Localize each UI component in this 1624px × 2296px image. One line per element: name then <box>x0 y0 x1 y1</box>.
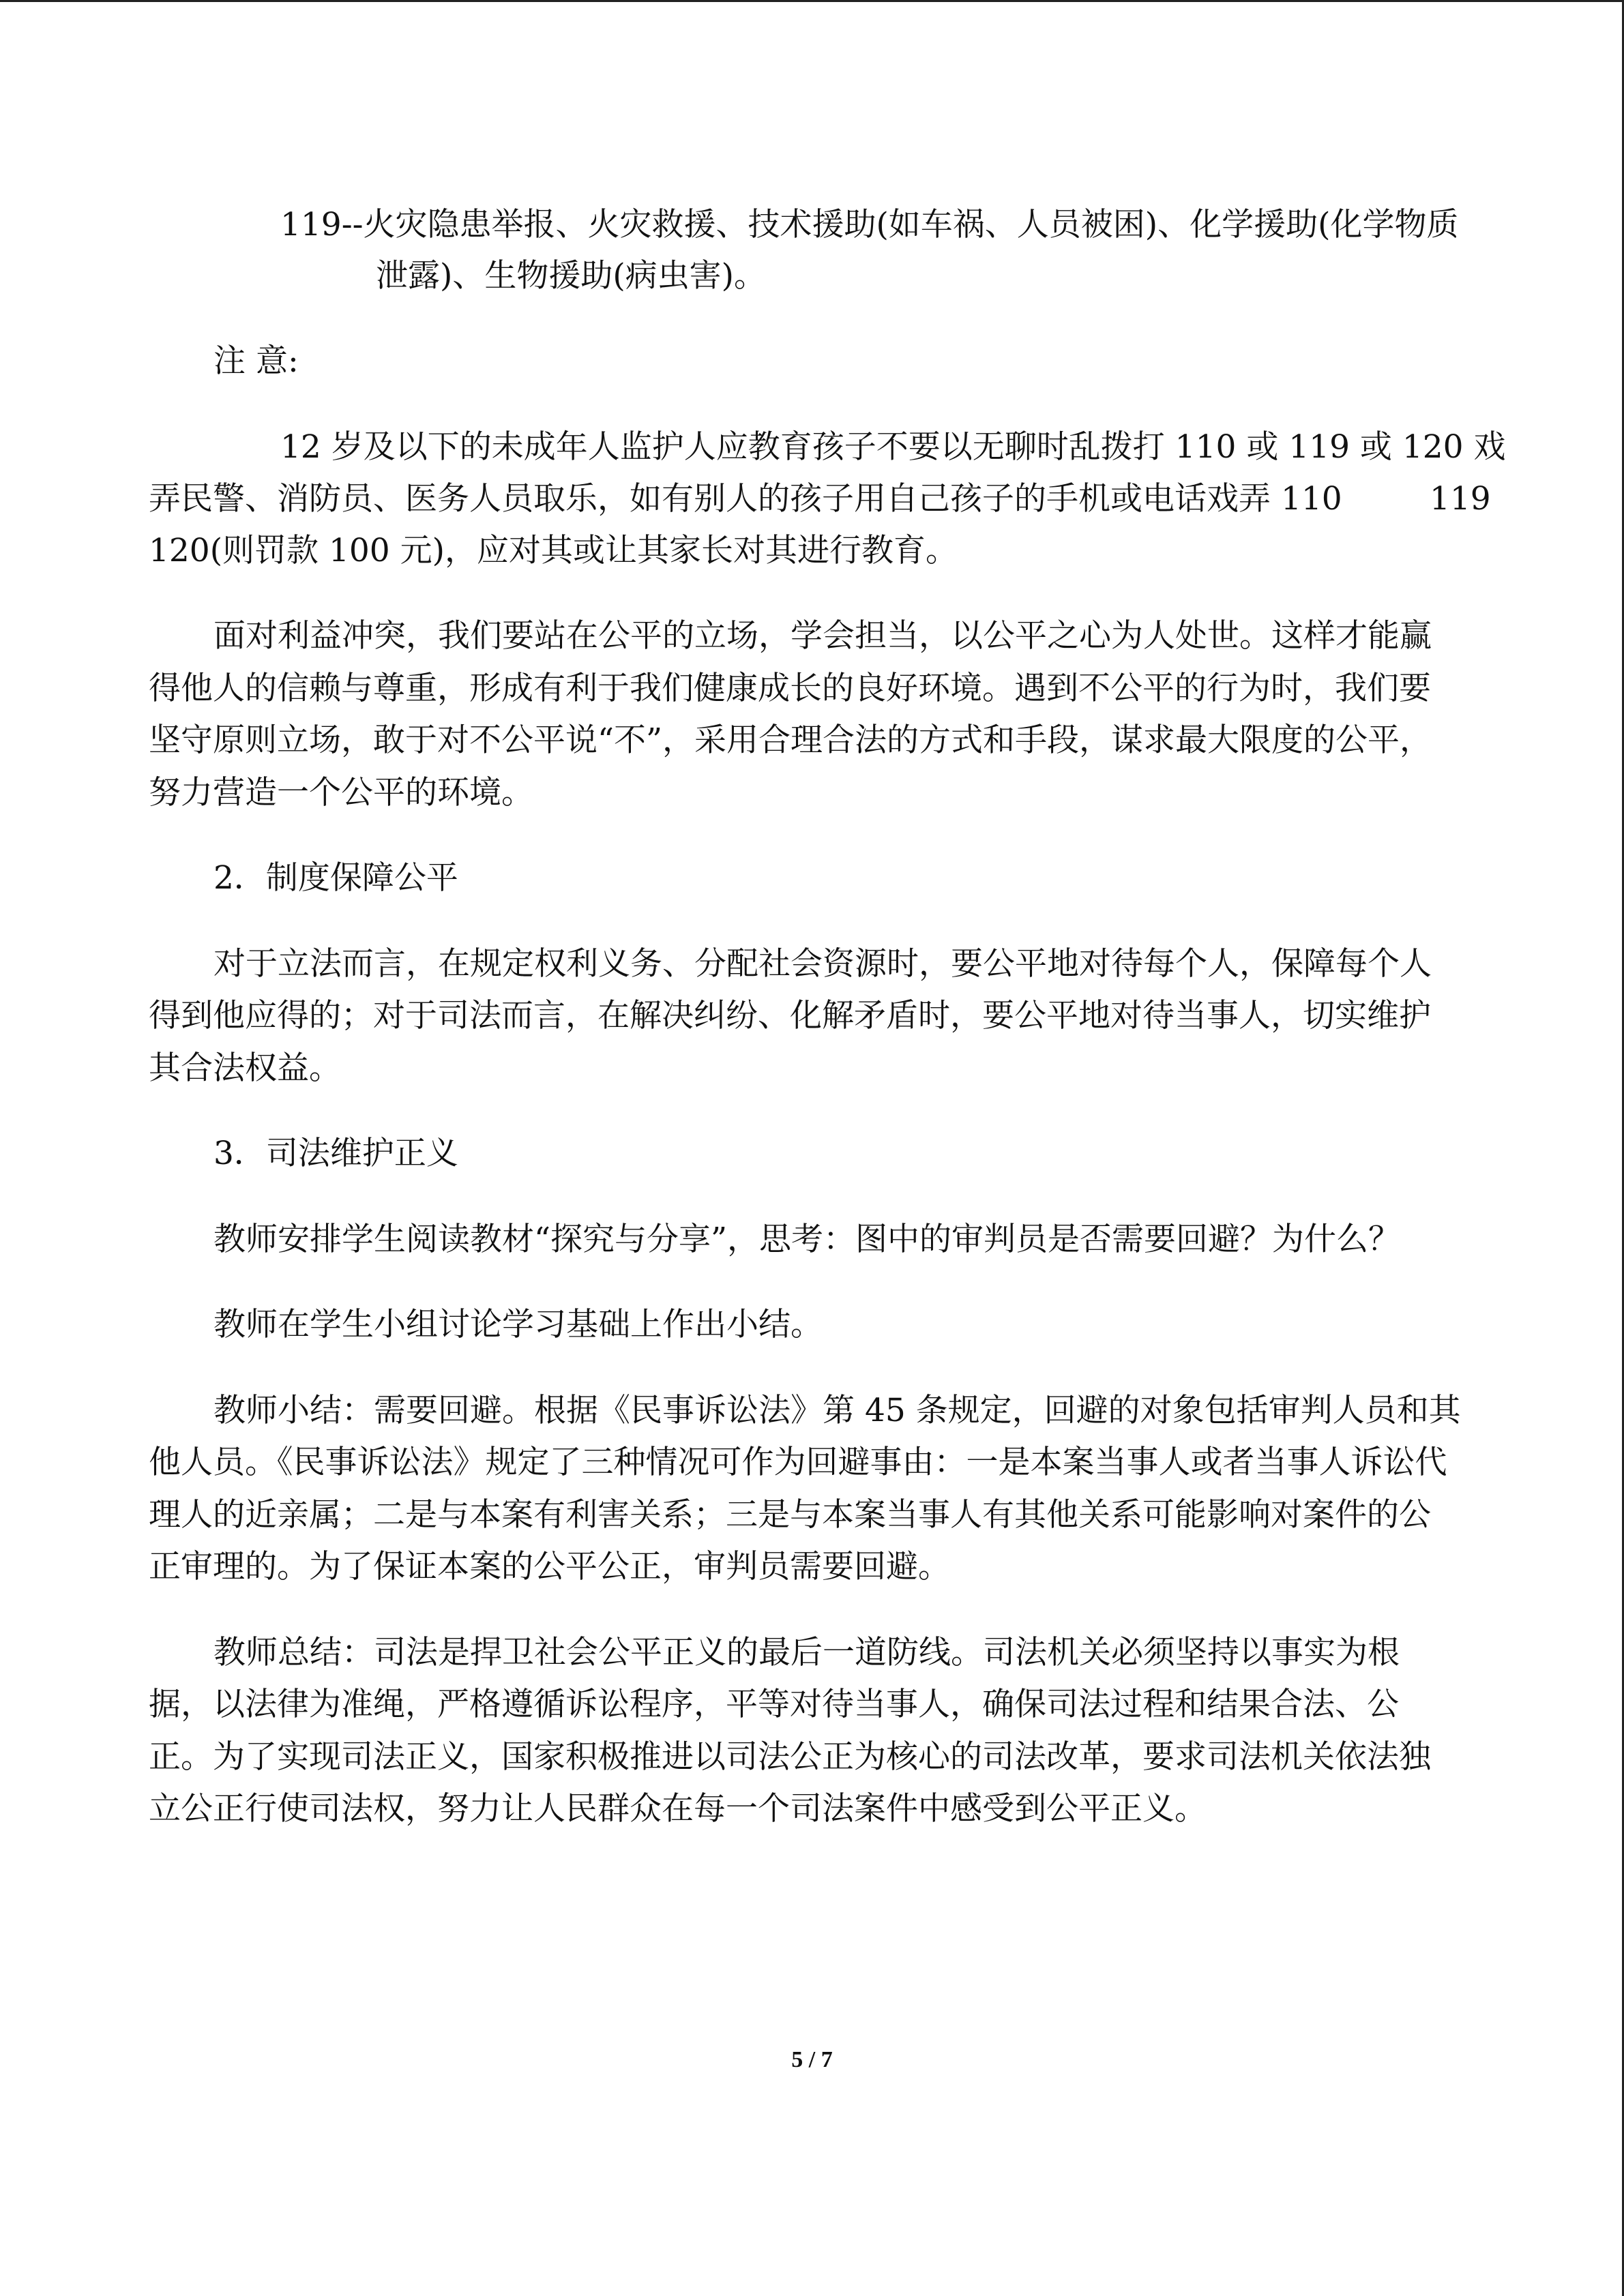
summary-line-3: 理人的近亲属；二是与本案有利害关系；三是与本案当事人有其他关系可能影响对案件的公 <box>149 1496 1431 1534</box>
fairness-line-3: 坚守原则立场，敢于对不公平说“不”，采用合理合法的方式和手段，谋求最大限度的公平， <box>149 721 1432 759</box>
hotline-119-line-1: 119--火灾隐患举报、火灾救援、技术援助(如车祸、人员被困)、化学援助(化学物质 <box>280 206 1459 243</box>
conclusion-line-2: 据，以法律为准绳，严格遵循诉讼程序，平等对待当事人，确保司法过程和结果合法、公 <box>149 1686 1399 1723</box>
note-line-2a: 弄民警、消防员、医务人员取乐，如有别人的孩子用自己孩子的手机或电话戏弄 110 <box>149 480 1342 518</box>
fairness-line-4: 努力营造一个公平的环境。 <box>149 774 533 811</box>
note-line-3: 120(则罚款 100 元)，应对其或让其家长对其进行教育。 <box>149 532 958 569</box>
system-line-2: 得到他应得的；对于司法而言，在解决纠纷、化解矛盾时，要公平地对待当事人，切实维护 <box>149 997 1431 1034</box>
system-line-3: 其合法权益。 <box>149 1049 341 1087</box>
page-border-top <box>0 0 1624 2</box>
note-line-2b: 119 <box>1430 480 1491 518</box>
activity-line: 教师安排学生阅读教材“探究与分享”，思考：图中的审判员是否需要回避？为什么？ <box>213 1221 1401 1258</box>
summary-line-1: 教师小结：需要回避。根据《民事诉讼法》第 45 条规定，回避的对象包括审判人员和其 <box>213 1392 1461 1429</box>
conclusion-line-4: 立公正行使司法权，努力让人民群众在每一个司法案件中感受到公平正义。 <box>149 1790 1207 1828</box>
conclusion-line-3: 正。为了实现司法正义，国家积极推进以司法公正为核心的司法改革，要求司法机关依法独 <box>149 1738 1431 1776</box>
note-label: 注 意: <box>213 342 299 380</box>
note-line-1: 12 岁及以下的未成年人监护人应教育孩子不要以无聊时乱拨打 110 或 119 或 120 戏 <box>280 428 1506 466</box>
system-line-1: 对于立法而言，在规定权利义务、分配社会资源时，要公平地对待每个人，保障每个人 <box>213 945 1432 983</box>
fairness-line-1: 面对利益冲突，我们要站在公平的立场，学会担当，以公平之心为人处世。这样才能赢 <box>213 617 1432 655</box>
section-heading-3: 3．司法维护正义 <box>213 1135 458 1172</box>
page-number: 5 / 7 <box>791 2047 833 2072</box>
conclusion-line-1: 教师总结：司法是捍卫社会公平正义的最后一道防线。司法机关必须坚持以事实为根 <box>213 1634 1400 1671</box>
fairness-line-2: 得他人的信赖与尊重，形成有利于我们健康成长的良好环境。遇到不公平的行为时，我们要 <box>149 670 1431 707</box>
summary-line-4: 正审理的。为了保证本案的公平公正，审判员需要回避。 <box>149 1548 950 1585</box>
hotline-119-line-2: 泄露)、生物援助(病虫害)。 <box>376 257 767 295</box>
section-heading-2: 2．制度保障公平 <box>213 859 458 897</box>
group-discussion-line: 教师在学生小组讨论学习基础上作出小结。 <box>213 1306 823 1343</box>
summary-line-2: 他人员。《民事诉讼法》规定了三种情况可作为回避事由：一是本案当事人或者当事人诉讼代 <box>149 1444 1447 1481</box>
